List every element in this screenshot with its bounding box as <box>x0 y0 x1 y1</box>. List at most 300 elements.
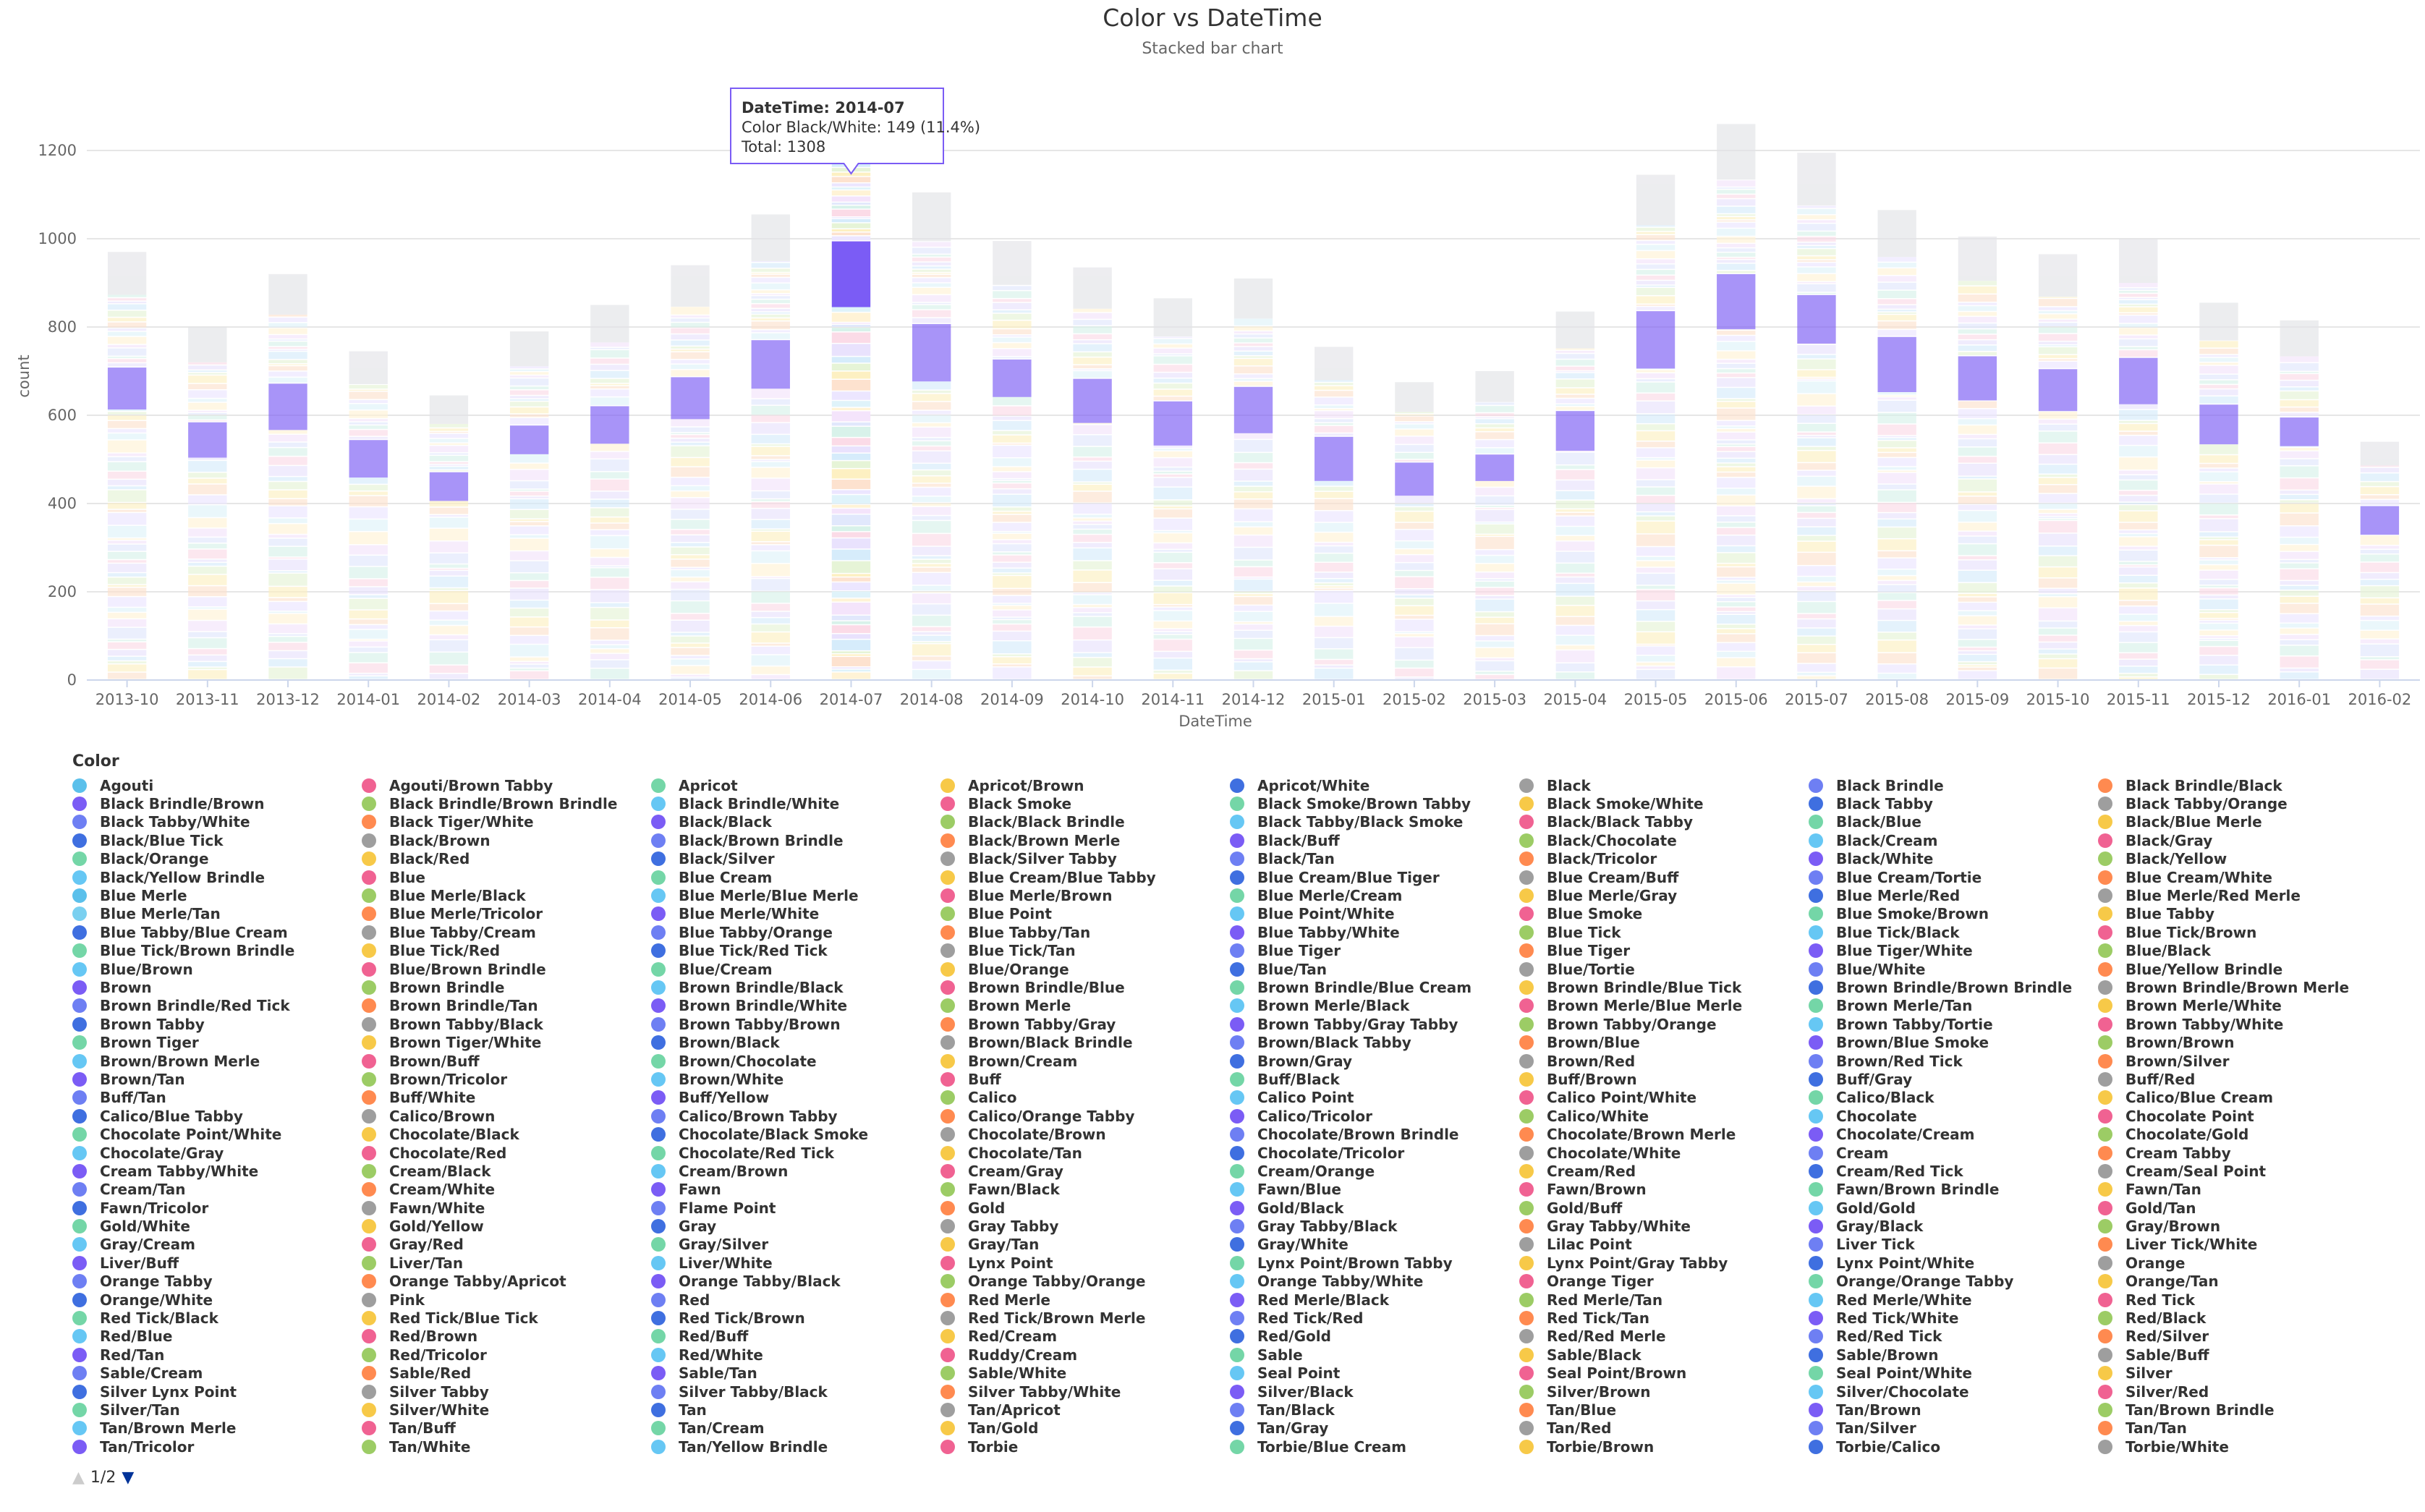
bar-segment[interactable] <box>912 288 951 294</box>
bar-segment[interactable] <box>1154 593 1192 604</box>
bar-segment[interactable] <box>752 592 790 603</box>
bar-segment[interactable] <box>268 547 307 556</box>
bar-segment[interactable] <box>2119 436 2157 444</box>
bar-segment[interactable] <box>268 634 307 636</box>
bar-segment[interactable] <box>1717 180 1755 186</box>
bar-segment[interactable] <box>590 530 629 535</box>
bar-segment[interactable] <box>1877 593 1916 600</box>
bar-segment[interactable] <box>1234 606 1273 611</box>
bar-segment[interactable] <box>2119 283 2157 287</box>
bar-segment[interactable] <box>671 433 709 434</box>
bar-segment[interactable] <box>1797 407 1835 415</box>
legend-item[interactable] <box>940 1254 1230 1272</box>
bar-segment[interactable] <box>2119 446 2157 456</box>
legend-item[interactable] <box>940 1309 1230 1327</box>
bar-segment[interactable] <box>1636 270 1675 274</box>
bar-segment[interactable] <box>912 644 951 655</box>
bar-segment[interactable] <box>832 205 870 208</box>
bar-segment[interactable] <box>671 614 709 620</box>
bar-segment[interactable] <box>2361 670 2399 679</box>
bar-segment[interactable] <box>108 415 146 420</box>
bar-segment[interactable] <box>188 598 226 607</box>
bar-segment[interactable] <box>2361 661 2399 669</box>
bar-segment[interactable] <box>2119 339 2157 346</box>
bar-segment[interactable] <box>1717 452 1755 458</box>
bar-segment[interactable] <box>1154 621 1192 628</box>
bar-segment[interactable] <box>1636 424 1675 430</box>
bar-segment[interactable] <box>832 328 870 331</box>
bar-segment[interactable] <box>1636 522 1675 533</box>
bar-segment[interactable] <box>2039 359 2077 360</box>
legend-item[interactable] <box>651 1273 940 1291</box>
bar-segment[interactable] <box>349 579 388 586</box>
bar-segment[interactable] <box>1636 496 1675 503</box>
bar-segment[interactable] <box>1073 519 1111 521</box>
bar-segment[interactable] <box>1556 360 1594 365</box>
bar-segment[interactable] <box>108 357 146 358</box>
legend-item[interactable] <box>2098 1015 2387 1033</box>
bar-segment[interactable] <box>1073 561 1111 569</box>
bar-segment[interactable] <box>510 522 548 526</box>
bar-segment[interactable] <box>1877 664 1916 672</box>
bar-segment[interactable] <box>430 454 468 455</box>
bar-segment[interactable] <box>1797 536 1835 540</box>
bar-segment[interactable] <box>1717 331 1755 335</box>
bar-segment[interactable] <box>912 266 951 268</box>
bar-segment[interactable] <box>268 378 307 383</box>
bar-segment[interactable] <box>912 242 951 247</box>
bar-segment[interactable] <box>752 675 790 679</box>
legend-item[interactable] <box>2098 1309 2387 1327</box>
bar-segment[interactable] <box>1717 564 1755 566</box>
bar-segment[interactable] <box>1234 463 1273 468</box>
bar-segment[interactable] <box>671 349 709 351</box>
bar-segment[interactable] <box>2119 643 2157 653</box>
bar-segment[interactable] <box>188 632 226 637</box>
bar-segment[interactable] <box>1877 585 1916 592</box>
legend-item[interactable] <box>1519 997 1809 1015</box>
bar-segment[interactable] <box>1234 359 1273 365</box>
legend-item[interactable] <box>940 1033 1230 1051</box>
bar-segment[interactable] <box>2039 443 2077 454</box>
bar-segment[interactable] <box>912 284 951 287</box>
bar-segment[interactable] <box>1154 396 1192 400</box>
bar-segment[interactable] <box>993 446 1031 457</box>
bar-segment[interactable] <box>912 415 951 422</box>
bar-segment[interactable] <box>1315 617 1353 626</box>
bar-black-white[interactable] <box>430 472 468 501</box>
bar-segment[interactable] <box>1877 473 1916 483</box>
bar-segment[interactable] <box>1395 678 1433 679</box>
bar-black-white[interactable] <box>2361 506 2399 535</box>
bar-stack[interactable] <box>1877 210 1916 679</box>
bar-segment[interactable] <box>430 640 468 651</box>
bar-segment[interactable] <box>2039 642 2077 648</box>
bar-segment[interactable] <box>590 524 629 530</box>
bar-segment[interactable] <box>671 644 709 647</box>
bar-segment[interactable] <box>188 563 226 566</box>
legend-item[interactable] <box>1809 868 2098 886</box>
bar-segment[interactable] <box>430 508 468 514</box>
bar-segment[interactable] <box>2280 597 2319 603</box>
bar-segment[interactable] <box>2039 314 2077 318</box>
bar-segment[interactable] <box>1154 531 1192 532</box>
legend-item[interactable] <box>651 1419 940 1437</box>
legend-item[interactable] <box>1519 1144 1809 1162</box>
bar-segment[interactable] <box>590 384 629 386</box>
bar-segment[interactable] <box>108 441 146 453</box>
bar-segment[interactable] <box>993 320 1031 328</box>
bar-segment[interactable] <box>108 323 146 328</box>
bar-segment[interactable] <box>1797 237 1835 242</box>
bar-black[interactable] <box>752 214 790 260</box>
legend-item[interactable] <box>1809 1125 2098 1143</box>
legend-item[interactable] <box>362 1015 651 1033</box>
bar-segment[interactable] <box>2039 297 2077 298</box>
bar-segment[interactable] <box>671 486 709 490</box>
legend-item[interactable] <box>1230 1236 1519 1254</box>
bar-stack[interactable] <box>912 192 951 679</box>
legend-item[interactable] <box>651 960 940 978</box>
bar-segment[interactable] <box>1556 541 1594 551</box>
bar-black[interactable] <box>993 241 1031 285</box>
bar-segment[interactable] <box>832 203 870 205</box>
bar-segment[interactable] <box>510 415 548 417</box>
bar-segment[interactable] <box>912 318 951 323</box>
bar-segment[interactable] <box>671 328 709 334</box>
bar-segment[interactable] <box>1234 347 1273 351</box>
bar-segment[interactable] <box>2361 616 2399 619</box>
bar-segment[interactable] <box>671 548 709 554</box>
bar-segment[interactable] <box>1556 626 1594 634</box>
bar-segment[interactable] <box>430 501 468 506</box>
bar-segment[interactable] <box>1234 592 1273 593</box>
bar-segment[interactable] <box>2039 494 2077 503</box>
bar-segment[interactable] <box>832 454 870 460</box>
bar-segment[interactable] <box>1717 658 1755 666</box>
legend-item[interactable] <box>1230 905 1519 923</box>
bar-segment[interactable] <box>2361 473 2399 480</box>
bar-segment[interactable] <box>832 187 870 190</box>
bar-segment[interactable] <box>349 519 388 531</box>
bar-segment[interactable] <box>2280 538 2319 543</box>
bar-segment[interactable] <box>993 407 1031 416</box>
bar-segment[interactable] <box>1636 535 1675 546</box>
bar-segment[interactable] <box>993 336 1031 337</box>
legend-item[interactable] <box>940 1383 1230 1401</box>
bar-segment[interactable] <box>832 657 870 666</box>
legend-item[interactable] <box>1230 997 1519 1015</box>
legend-item[interactable] <box>72 960 362 978</box>
bar-segment[interactable] <box>1797 447 1835 450</box>
bar-segment[interactable] <box>1636 512 1675 515</box>
legend-item[interactable] <box>940 1419 1230 1437</box>
bar-segment[interactable] <box>590 603 629 607</box>
bar-segment[interactable] <box>430 577 468 587</box>
legend-item[interactable] <box>940 978 1230 996</box>
bar-segment[interactable] <box>671 352 709 359</box>
bar-segment[interactable] <box>1475 510 1513 522</box>
legend-item[interactable] <box>72 813 362 831</box>
bar-segment[interactable] <box>2280 407 2319 412</box>
bar-segment[interactable] <box>1475 424 1513 427</box>
legend-item[interactable] <box>940 1162 1230 1180</box>
bar-segment[interactable] <box>1395 460 1433 462</box>
bar-segment[interactable] <box>1958 556 1997 559</box>
bar-segment[interactable] <box>2361 550 2399 553</box>
bar-segment[interactable] <box>2039 412 2077 419</box>
bar-segment[interactable] <box>1475 535 1513 536</box>
bar-segment[interactable] <box>1395 504 1433 506</box>
bar-segment[interactable] <box>912 670 951 679</box>
bar-segment[interactable] <box>1154 383 1192 388</box>
bar-segment[interactable] <box>1395 637 1433 647</box>
bar-segment[interactable] <box>2119 496 2157 501</box>
bar-segment[interactable] <box>993 314 1031 320</box>
bar-segment[interactable] <box>1797 664 1835 672</box>
bar-segment[interactable] <box>912 423 951 426</box>
bar-segment[interactable] <box>1717 237 1755 242</box>
bar-segment[interactable] <box>671 318 709 321</box>
bar-segment[interactable] <box>430 464 468 465</box>
legend-item[interactable] <box>940 886 1230 904</box>
bar-segment[interactable] <box>1797 451 1835 462</box>
bar-segment[interactable] <box>912 516 951 519</box>
bar-segment[interactable] <box>2199 472 2238 481</box>
bar-segment[interactable] <box>510 636 548 644</box>
bar-segment[interactable] <box>993 508 1031 511</box>
bar-segment[interactable] <box>2280 448 2319 450</box>
bar-segment[interactable] <box>1717 629 1755 634</box>
legend-item[interactable] <box>940 1401 1230 1419</box>
bar-segment[interactable] <box>1315 543 1353 545</box>
bar-segment[interactable] <box>1154 449 1192 450</box>
legend-item[interactable] <box>651 794 940 812</box>
bar-segment[interactable] <box>268 366 307 370</box>
bar-segment[interactable] <box>2199 565 2238 569</box>
bar-segment[interactable] <box>430 588 468 590</box>
bar-stack[interactable] <box>1475 371 1513 679</box>
bar-segment[interactable] <box>108 305 146 310</box>
bar-segment[interactable] <box>349 496 388 506</box>
bar-segment[interactable] <box>1395 549 1433 554</box>
legend-item[interactable] <box>2098 1254 2387 1272</box>
bar-segment[interactable] <box>912 391 951 393</box>
bar-segment[interactable] <box>1877 305 1916 309</box>
legend-item[interactable] <box>1519 1125 1809 1143</box>
bar-segment[interactable] <box>1556 367 1594 370</box>
bar-segment[interactable] <box>188 638 226 648</box>
legend-item[interactable] <box>2098 794 2387 812</box>
bar-segment[interactable] <box>1475 537 1513 549</box>
legend-item[interactable] <box>1519 868 1809 886</box>
bar-segment[interactable] <box>188 610 226 620</box>
bar-segment[interactable] <box>2199 464 2238 467</box>
bar-segment[interactable] <box>2280 374 2319 380</box>
bar-segment[interactable] <box>1958 409 1997 417</box>
bar-segment[interactable] <box>752 618 790 623</box>
legend-item[interactable] <box>651 942 940 960</box>
bar-segment[interactable] <box>1797 673 1835 675</box>
legend-item[interactable] <box>1230 813 1519 831</box>
legend-item[interactable] <box>940 905 1230 923</box>
bar-segment[interactable] <box>1073 313 1111 319</box>
bar-segment[interactable] <box>349 485 388 490</box>
bar-segment[interactable] <box>1154 467 1192 470</box>
bar-segment[interactable] <box>1315 589 1353 590</box>
bar-segment[interactable] <box>1877 581 1916 584</box>
legend-item[interactable] <box>72 1437 362 1456</box>
bar-segment[interactable] <box>590 509 629 517</box>
bar-segment[interactable] <box>1556 517 1594 526</box>
bar-segment[interactable] <box>832 307 870 312</box>
bar-segment[interactable] <box>993 641 1031 653</box>
bar-segment[interactable] <box>1877 291 1916 298</box>
bar-segment[interactable] <box>2199 485 2238 493</box>
bar-segment[interactable] <box>993 495 1031 506</box>
bar-segment[interactable] <box>1717 260 1755 263</box>
bar-segment[interactable] <box>832 651 870 653</box>
legend-item[interactable] <box>1809 942 2098 960</box>
bar-segment[interactable] <box>1395 563 1433 569</box>
bar-segment[interactable] <box>510 366 548 368</box>
bar-segment[interactable] <box>1797 381 1835 393</box>
bar-segment[interactable] <box>912 484 951 487</box>
bar-segment[interactable] <box>1073 613 1111 616</box>
bar-segment[interactable] <box>1073 352 1111 357</box>
bar-segment[interactable] <box>2280 400 2319 407</box>
bar-segment[interactable] <box>1395 496 1433 503</box>
bar-segment[interactable] <box>349 595 388 598</box>
bar-segment[interactable] <box>2361 640 2399 643</box>
bar-segment[interactable] <box>2119 457 2157 470</box>
bar-segment[interactable] <box>268 448 307 456</box>
legend-item[interactable] <box>1519 960 1809 978</box>
bar-segment[interactable] <box>1958 302 1997 305</box>
bar-segment[interactable] <box>1475 672 1513 674</box>
bar-segment[interactable] <box>349 663 388 673</box>
bar-segment[interactable] <box>1717 248 1755 252</box>
bar-segment[interactable] <box>1717 336 1755 341</box>
bar-segment[interactable] <box>1073 605 1111 607</box>
legend-item[interactable] <box>1519 1217 1809 1235</box>
bar-segment[interactable] <box>188 479 226 483</box>
bar-segment[interactable] <box>2039 668 2077 679</box>
legend-item[interactable] <box>651 1199 940 1217</box>
bar-segment[interactable] <box>993 620 1031 624</box>
bar-segment[interactable] <box>108 613 146 618</box>
bar-segment[interactable] <box>2199 504 2238 514</box>
bar-black[interactable] <box>912 192 951 241</box>
bar-segment[interactable] <box>108 359 146 362</box>
bar-segment[interactable] <box>1073 436 1111 446</box>
bar-segment[interactable] <box>1717 264 1755 271</box>
legend-item[interactable] <box>1519 1309 1809 1327</box>
bar-segment[interactable] <box>1475 564 1513 572</box>
legend-item[interactable] <box>1230 1033 1519 1051</box>
bar-segment[interactable] <box>912 464 951 470</box>
bar-segment[interactable] <box>1797 582 1835 586</box>
bar-segment[interactable] <box>1234 594 1273 595</box>
legend-item[interactable] <box>1809 813 2098 831</box>
bar-segment[interactable] <box>1073 543 1111 548</box>
bar-segment[interactable] <box>1475 612 1513 616</box>
bar-segment[interactable] <box>1556 527 1594 535</box>
legend-item[interactable] <box>940 1199 1230 1217</box>
bar-segment[interactable] <box>1475 496 1513 505</box>
bar-segment[interactable] <box>832 634 870 638</box>
bar-segment[interactable] <box>2280 569 2319 580</box>
bar-segment[interactable] <box>1958 571 1997 582</box>
bar-segment[interactable] <box>1877 569 1916 574</box>
bar-segment[interactable] <box>1877 576 1916 579</box>
legend-item[interactable] <box>1809 1346 2098 1364</box>
legend-item[interactable] <box>1230 776 1519 794</box>
bar-segment[interactable] <box>1315 660 1353 664</box>
bar-segment[interactable] <box>671 477 709 485</box>
legend-item[interactable] <box>2098 960 2387 978</box>
bar-segment[interactable] <box>1717 467 1755 472</box>
bar-segment[interactable] <box>912 661 951 668</box>
bar-segment[interactable] <box>108 541 146 544</box>
bar-segment[interactable] <box>108 510 146 512</box>
bar-segment[interactable] <box>1717 652 1755 657</box>
bar-segment[interactable] <box>2199 532 2238 537</box>
bar-segment[interactable] <box>2280 467 2319 477</box>
bar-segment[interactable] <box>349 625 388 629</box>
legend-item[interactable] <box>651 997 940 1015</box>
bar-segment[interactable] <box>1797 224 1835 230</box>
bar-segment[interactable] <box>832 313 870 321</box>
bar-segment[interactable] <box>832 616 870 620</box>
bar-segment[interactable] <box>108 472 146 479</box>
bar-segment[interactable] <box>1877 263 1916 267</box>
bar-segment[interactable] <box>1073 640 1111 652</box>
bar-segment[interactable] <box>1958 668 1997 670</box>
bar-segment[interactable] <box>108 673 146 679</box>
bar-segment[interactable] <box>2039 320 2077 322</box>
legend-item[interactable] <box>362 997 651 1015</box>
bar-segment[interactable] <box>1797 553 1835 565</box>
bar-segment[interactable] <box>993 511 1031 514</box>
bar-black[interactable] <box>2039 254 2077 297</box>
bar-segment[interactable] <box>590 578 629 589</box>
bar-segment[interactable] <box>1395 634 1433 636</box>
bar-segment[interactable] <box>1154 446 1192 448</box>
bar-segment[interactable] <box>1475 618 1513 624</box>
bar-segment[interactable] <box>1234 453 1273 462</box>
bar-segment[interactable] <box>108 560 146 562</box>
bar-segment[interactable] <box>1073 608 1111 613</box>
bar-segment[interactable] <box>912 428 951 437</box>
bar-segment[interactable] <box>2199 455 2238 462</box>
bar-segment[interactable] <box>993 458 1031 466</box>
bar-segment[interactable] <box>1636 666 1675 668</box>
bar-segment[interactable] <box>1475 572 1513 578</box>
bar-segment[interactable] <box>1556 354 1594 359</box>
bar-segment[interactable] <box>430 462 468 464</box>
bar-segment[interactable] <box>993 632 1031 640</box>
bar-segment[interactable] <box>188 458 226 460</box>
bar-segment[interactable] <box>1958 312 1997 315</box>
bar-black-white[interactable] <box>1154 402 1192 446</box>
bar-segment[interactable] <box>1073 457 1111 460</box>
legend-item[interactable] <box>1519 1033 1809 1051</box>
bar-segment[interactable] <box>1797 592 1835 601</box>
bar-black[interactable] <box>349 352 388 384</box>
bar-segment[interactable] <box>671 535 709 542</box>
bar-segment[interactable] <box>1717 441 1755 443</box>
